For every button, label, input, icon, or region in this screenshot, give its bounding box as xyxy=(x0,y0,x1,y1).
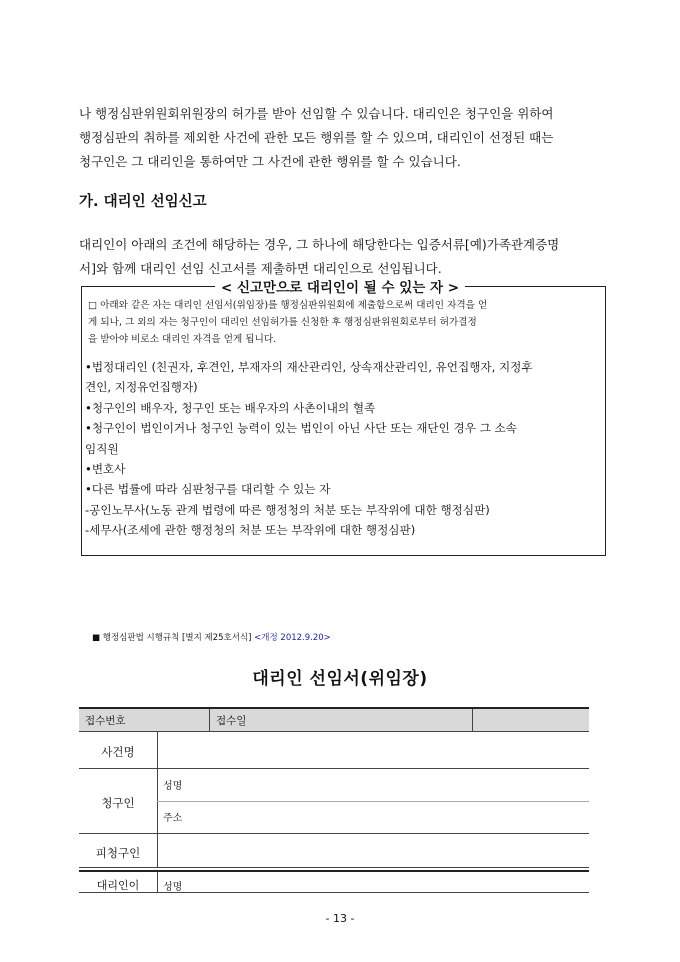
section-title: 가. 대리인 선임신고 xyxy=(79,194,207,210)
section-line: 서]와 함께 대리인 선임 신고서를 제출하면 대리인으로 선임됩니다. xyxy=(79,261,442,276)
intro-paragraph xyxy=(79,102,605,174)
list-item: •법정대리인 (친권자, 후견인, 부재자의 재산관리인, 상속재산관리인, 유언집행자, 지정후 xyxy=(85,360,533,374)
agent-name-label: 성명 xyxy=(163,882,183,893)
list-item: 임직원 xyxy=(85,441,119,456)
list-item: •다른 법률에 따라 심판청구를 대리할 수 있는 자 xyxy=(85,482,331,497)
box-list xyxy=(85,357,600,541)
claimant-address-label: 주소 xyxy=(163,813,183,824)
list-item: -공인노무사(노동 관계 법령에 따른 행정청의 처분 또는 부작위에 대한 행정심판) xyxy=(85,502,490,517)
list-item: -세무사(조세에 관한 행정청의 처분 또는 부작위에 대한 행정심판) xyxy=(85,523,416,538)
intro-line: 행정심판의 취하를 제외한 사건에 관한 모든 행위를 할 수 있으며, 대리인이 선정된 때는 xyxy=(79,130,554,145)
box-note-line: □ 아래와 같은 자는 대리인 선임서(위임장)를 행정심판위원회에 제출함으로써 대리인 자격을 얻 xyxy=(88,300,488,311)
form-title: 대리인 선임서(위임장) xyxy=(252,669,428,689)
intro-line: 나 행정심판위원회위원장의 허가를 받아 선임할 수 있습니다. 대리인은 청구인을 위하여 xyxy=(79,106,554,121)
box-title: < 신고만으로 대리인이 될 수 있는 자 > xyxy=(0,276,680,296)
claimant-inner-divider xyxy=(157,801,589,802)
section-paragraph xyxy=(79,233,605,281)
divider xyxy=(157,731,158,769)
claimant-label: 청구인 xyxy=(101,796,135,810)
divider xyxy=(157,834,158,868)
page-number: - 13 - xyxy=(325,912,355,925)
list-item: •청구인의 배우자, 청구인 또는 배우자의 사촌이내의 혈족 xyxy=(85,400,376,415)
list-item: •변호사 xyxy=(85,462,126,477)
divider xyxy=(157,872,158,893)
agent-label: 대리인이 xyxy=(96,879,140,892)
respondent-label: 피청구인 xyxy=(95,846,141,860)
box-note-line: 을 받아야 비로소 대리인 자격을 얻게 됩니다. xyxy=(88,334,277,345)
receipt-row xyxy=(79,707,589,732)
box-note xyxy=(88,297,598,348)
divider xyxy=(209,709,210,731)
claimant-name-label: 성명 xyxy=(163,781,183,792)
form-header xyxy=(92,631,331,643)
receipt-date-label: 접수일 xyxy=(216,715,247,727)
case-name-label: 사건명 xyxy=(101,745,135,759)
section-line: 대리인이 아래의 조건에 해당하는 경우, 그 하나에 해당한다는 입증서류[예)가족관계증명 xyxy=(79,237,560,252)
divider xyxy=(472,709,473,731)
box-note-line: 게 되나, 그 외의 자는 청구인이 대리인 선임허가를 신청한 후 행정심판위원회로부터 허가결정 xyxy=(88,317,477,328)
form-header-amend: <개정 2012.9.20> xyxy=(254,633,331,643)
list-item: •청구인이 법인이거나 청구인 능력이 있는 법인이 아닌 사단 또는 재단인 경우 그 소속 xyxy=(85,421,517,436)
intro-line: 청구인은 그 대리인을 통하여만 그 사건에 관한 행위를 할 수 있습니다. xyxy=(79,154,461,169)
receipt-number-label: 접수번호 xyxy=(85,715,126,727)
list-item: 견인, 지정유언집행자) xyxy=(85,380,198,395)
form-header-main: ■ 행정심판법 시행규칙 [별지 제25호서식] xyxy=(92,633,252,643)
